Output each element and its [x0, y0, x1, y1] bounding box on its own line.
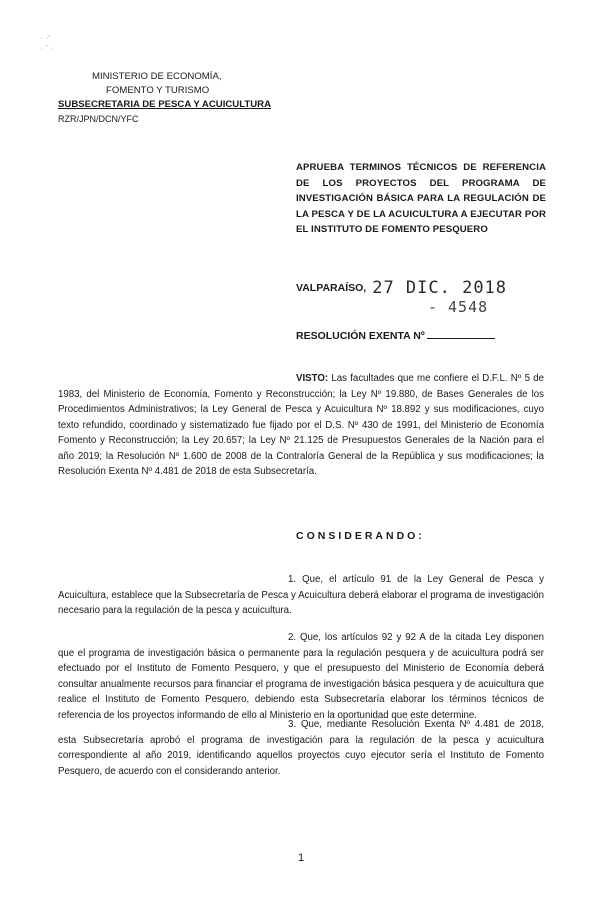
date-place: VALPARAÍSO,	[296, 282, 367, 294]
ministry-line-1: MINISTERIO DE ECONOMÍA,	[92, 71, 222, 82]
visto-section	[58, 371, 544, 480]
ministry-line-2: FOMENTO Y TURISMO	[106, 85, 210, 96]
document-title: APRUEBA TERMINOS TÉCNICOS DE REFERENCIA DE LOS PROYECTOS DEL PROGRAMA DE INVESTIGACIÓN BÁSICA PARA LA REGULACIÓN DE LA PESCA Y DE LA ACUICULTURA A EJECUTAR POR EL INSTITUTO DE FOMENTO PESQUERO	[296, 162, 546, 235]
page-number: 1	[298, 852, 305, 864]
date-stamp: 27 DIC. 2018	[372, 278, 508, 298]
paragraph-3-text: 3. Que, mediante Resolución Exenta Nº 4.481 de 2018, esta Subsecretaría aprobó el programa de investigación para la regulación de la pesca y acuicultura correspondiente al año 2019, identificando aquellos proyectos cuyo ejecutor sería el Instituto de Fomento Pesquero, de acuerdo con el considerando anterior.	[58, 719, 544, 777]
paragraph-1-text: 1. Que, el artículo 91 de la Ley General de Pesca y Acuicultura, establece que la Subsecretaría de Pesca y Acuicultura deberá elaborar el programa de investigación necesario para la regulación de la pesca y acuicultura.	[58, 574, 544, 616]
resolution-line	[296, 330, 495, 342]
reference-code: RZR/JPN/DCN/YFC	[58, 114, 139, 124]
scan-specks: · ·' · ' ·	[40, 35, 54, 52]
resolution-number-stamp	[428, 298, 488, 316]
visto-text: Las facultades que me confiere el D.F.L. Nº 5 de 1983, del Ministerio de Economía, Fomento y Reconstrucción; la Ley Nº 19.880, de Bases Generales de los Procedimientos Administrativos; la Ley General de Pesca y Acuicultura Nº 18.892 y sus modificaciones, cuyo texto refundido, coordinado y sistematizado fue fijado por el D.S. Nº 430 de 1991, del Ministerio de Economía Fomento y Reconstrucción; la Ley 20.657; la Ley Nº 21.125 de Presupuestos Generales de la Nación para el año 2019; la Resolución Nº 1.600 de 2008 de la Contraloría General de la República y sus modificaciones; la Resolución Exenta Nº 4.481 de 2018 de esta Subsecretaría.	[58, 373, 544, 477]
considerando-heading: CONSIDERANDO:	[296, 530, 425, 542]
resolution-blank	[427, 338, 495, 339]
paragraph-1	[58, 572, 544, 619]
subsecretaria-name: SUBSECRETARIA DE PESCA Y ACUICULTURA	[58, 99, 272, 110]
resolution-label: RESOLUCIÓN EXENTA Nº	[296, 330, 425, 342]
document-header	[58, 70, 272, 126]
visto-label: VISTO:	[296, 373, 329, 384]
paragraph-3	[58, 717, 544, 779]
paragraph-2-text: 2. Que, los artículos 92 y 92 A de la citada Ley disponen que el programa de investigación básica o permanente para la regulación pesquera y de acuicultura podrá ser efectuado por el Instituto de Fomento Pesquero, y que el presupuesto del Ministerio de Economía deberá consultar anualmente recursos para financiar el programa de investigación básica pesquera y de acuicultura que realice el Instituto de Fomento Pesquero, debiendo esta Subsecretaría elaborar los términos técnicos de referencia de los proyectos informando de ello al Ministerio en la oportunidad que este determine.	[58, 632, 544, 721]
stamp-dash: -	[428, 298, 439, 316]
resolution-number: 4548	[448, 298, 489, 316]
date-line	[296, 278, 507, 298]
paragraph-2	[58, 630, 544, 723]
